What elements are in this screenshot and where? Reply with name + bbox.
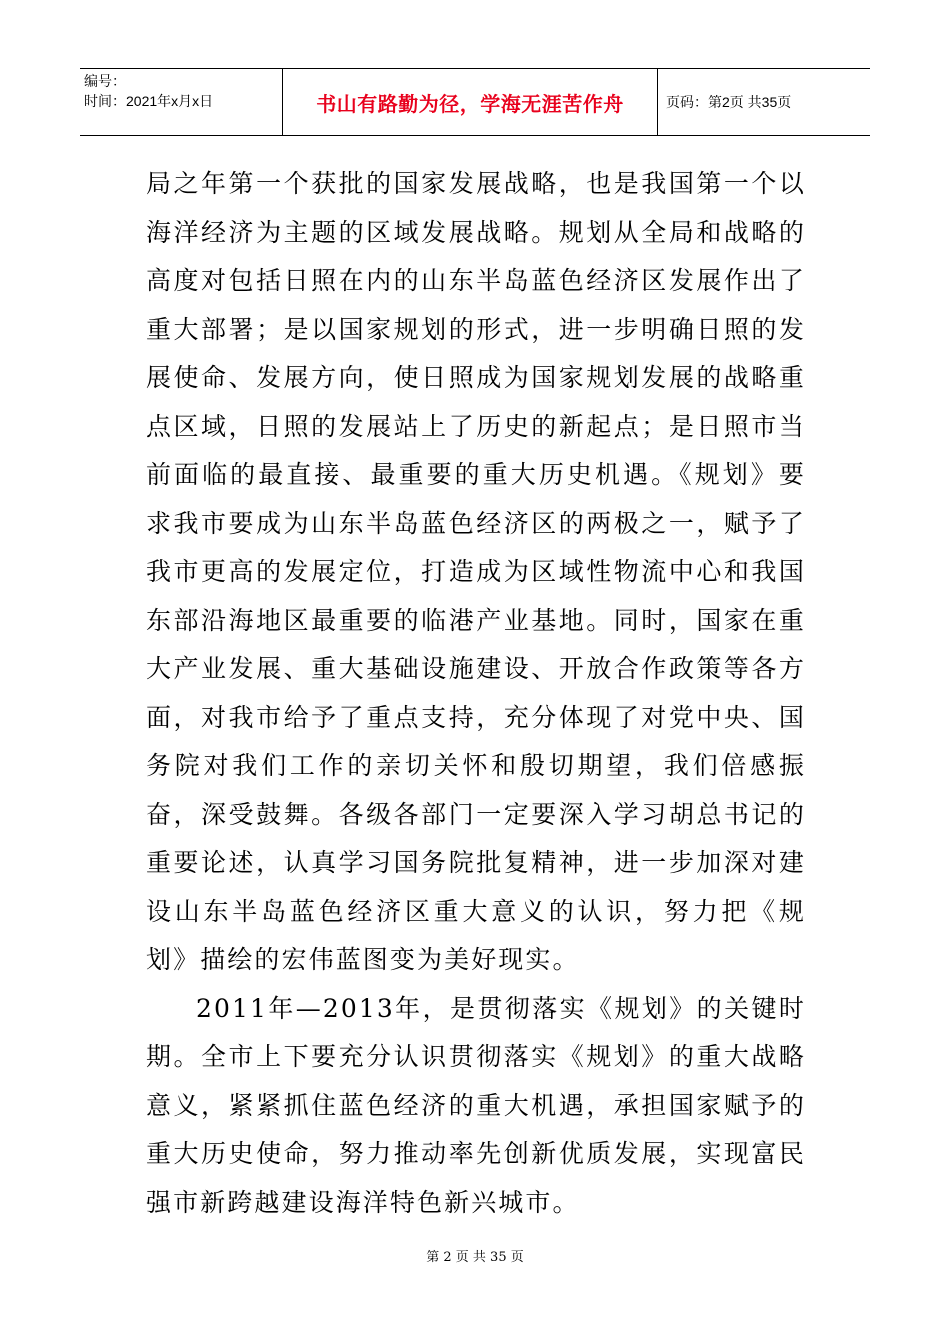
paragraph-continued: 局之年第一个获批的国家发展战略，也是我国第一个以海洋经济为主题的区域发展战略。规划从全局和战略的高度对包括日照在内的山东半岛蓝色经济区发展作出了重大部署；是以国家规划的形式，进一步明确日照的发展使命、发展方向，使日照成为国家规划发展的战略重点区域，日照的发展站上了历史的新起点；是日照市当前面临的最直接、最重要的重大历史机遇。《规划》要求我市要成为山东半岛蓝色经济区的两极之一，赋予了我市更高的发展定位，打造成为区域性物流中心和我国东部沿海地区最重要的临港产业基地。同时，国家在重大产业发展、重大基础设施建设、开放合作政策等各方面，对我市给予了重点支持，充分体现了对党中央、国务院对我们工作的亲切关怀和殷切期望，我们倍感振奋，深受鼓舞。各级各部门一定要深入学习胡总书记的重要论述，认真学习国务院批复精神，进一步加深对建设山东半岛蓝色经济区重大意义的认识，努力把《规划》描绘的宏伟蓝图变为美好现实。 [146,169,806,974]
header-meta [80,69,283,135]
date-label: 时间：2021年x月x日 [84,93,214,109]
header-motto: 书山有路勤为径，学海无涯苦作舟 [283,69,658,135]
page-footer: 第 2 页 共 35 页 [426,1250,524,1265]
paragraph-key-period: 2011年—2013年，是贯彻落实《规划》的关键时期。全市上下要充分认识贯彻落实《规划》的重大战略意义，紧紧抓住蓝色经济的重大机遇，承担国家赋予的重大历史使命，努力推动率先创新优质发展，实现富民强市新跨越建设海洋特色新兴城市。 [146,993,806,1217]
document-body [146,160,806,1227]
serial-number-label: 编号： [84,73,126,89]
page-header [80,68,870,136]
header-page-info: 页码：第2页 共35页 [666,94,792,110]
